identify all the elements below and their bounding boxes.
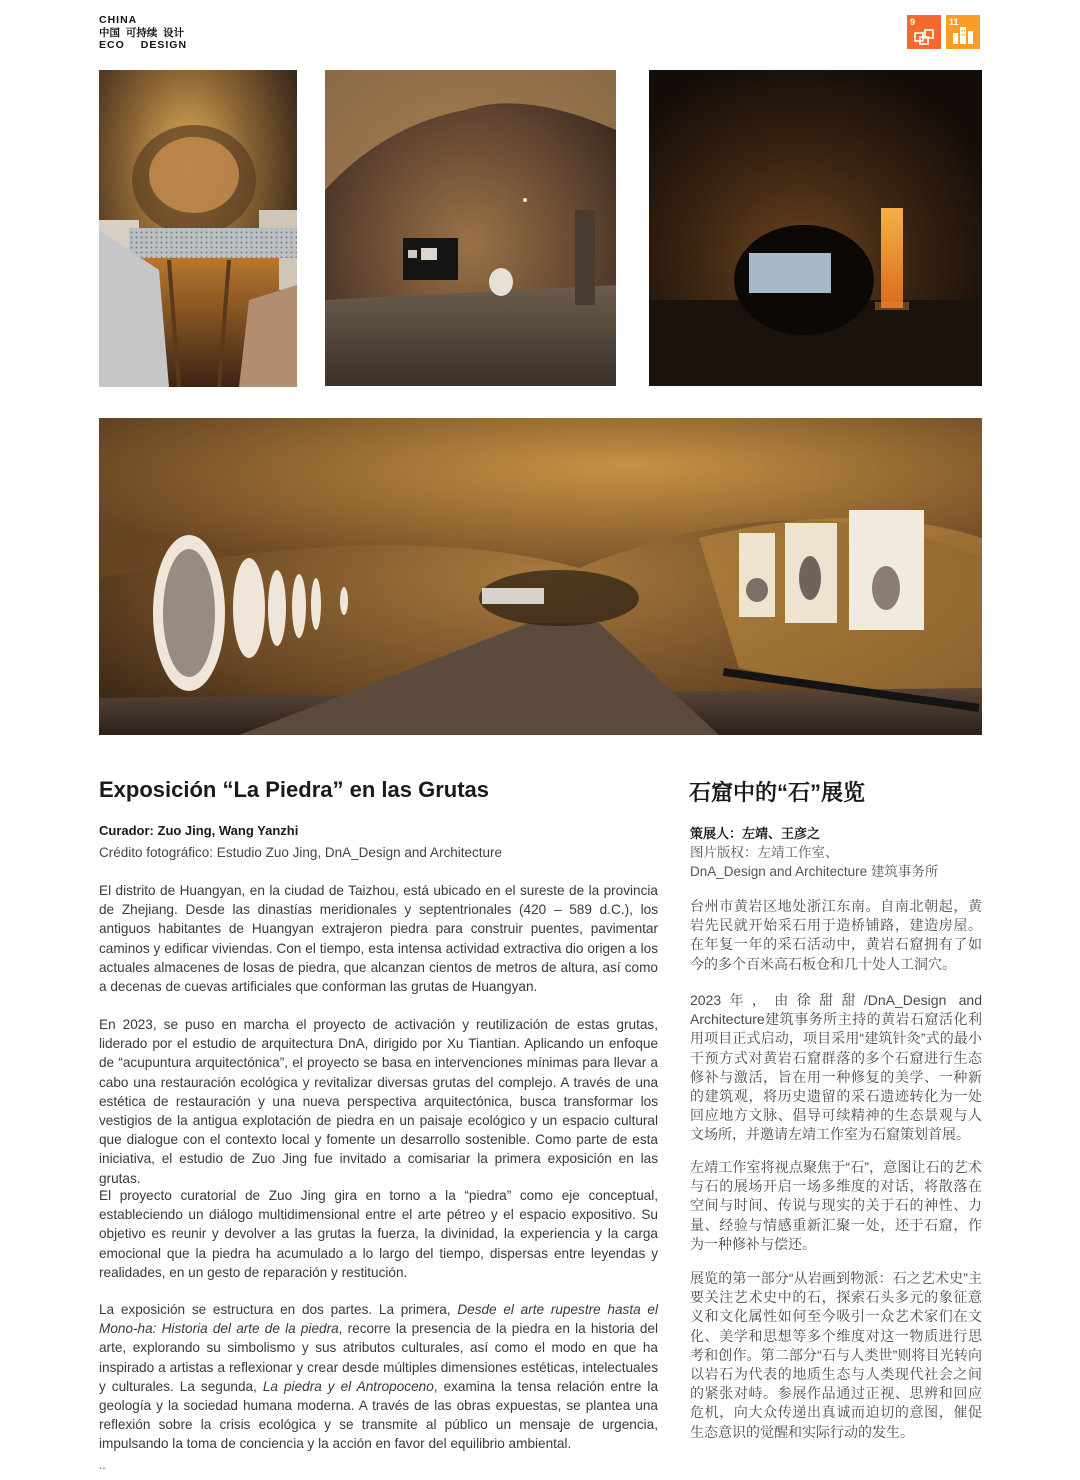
cave-hall-photo [325,70,616,386]
spanish-p4-part2-title: La piedra y el Antropoceno [262,1378,434,1394]
spanish-p4-text-c: , recorre la presencia de la piedra en la historia del arte, explorando su simbolismo y sus atributos culturales, así como el modo en que ha inspirado a artistas a reflexionar y crear desde múltiples dimensiones estéticas, intelectuales y culturales. La segunda, [99,1321,658,1394]
sdg-9-number: 9 [910,17,916,27]
logo-line-1: CHINA [99,14,138,26]
logo-design: DESIGN [140,39,188,51]
sdg-11-number: 11 [949,17,959,27]
chinese-title: 石窟中的“石”展览 [689,780,866,805]
trailing-dots: .. [99,1458,106,1472]
chinese-photo-credit [690,843,938,881]
spanish-photo-credit: Crédito fotográfico: Estudio Zuo Jing, DnA_Design and Architecture [99,845,502,860]
cave-screen-photo [649,70,982,386]
chinese-curator: 策展人：左靖、王彦之 [690,826,821,841]
spanish-p4-text-a: La exposición se estructura en dos partes. La primera, [99,1302,458,1317]
spanish-paragraph-2: En 2023, se puso en marcha el proyecto de activación y reutilización de estas grutas, liderado por el estudio de arquitectura DnA, dirigido por Xu Tiantian. Aplicando un enfoque de “acupuntura arquitectónica”, el proyecto se basa en intervenciones mínimas para llevar a cabo una restauración ecológica y revitalizar diversas grutas del complejo. A través de una estética de restauración y una nueva perspectiva arquitectónica, busca transformar los vestigios de la antigua explotación de piedra en un paisaje ecológico y un espacio cultural que dialogue con el contexto local y fomente un desarrollo sostenible. Como parte de esta iniciativa, el estudio de Zuo Jing fue invitado a comisariar la primera exposición en las grutas. [99,1017,658,1186]
spanish-paragraph-1: El distrito de Huangyan, en la ciudad de Taizhou, está ubicado en el sureste de la provincia de Zhejiang. Desde las dinastías meridionales y septentrionales (420 – 589 d.C.), los antiguos habitantes de Huangyan extrajeron piedra para construir puentes, pavimentar caminos y edificar viviendas. Con el tiempo, esta intensa actividad extractiva dio origen a los actuales almacenes de losas de piedra, que alcanzan cientos de metros de altura, así como a decenas de cuevas artificiales que conforman las grutas de Huangyan. [99,883,658,995]
logo-eco: ECO [99,39,125,51]
chinese-paragraph-1: 台州市黄岩区地处浙江东南。自南北朝起，黄岩先民就开始采石用于造桥铺路，建造房屋。在年复一年的采石活动中，黄岩石窟拥有了如今的多个百米高石板仓和几十处人工洞穴。 [690,898,982,972]
logo-line-3 [99,39,187,52]
chinese-paragraph-4: 展览的第一部分“从岩画到物派：石之艺术史”主要关注艺术史中的石，探索石头多元的象征意义和文化属性如何至今吸引一众艺术家们在文化、美学和思想等多个维度对这一物质进行思考和创作。第二部分“石与人类世”则将目光转向以岩石为代表的地质生态与人类现代社会之间的紧张对峙。参展作品通过正视、思辨和回应危机，向大众传递出真诚而迫切的意图，催促生态意识的觉醒和实际行动的发生。 [690,1270,982,1440]
chinese-paragraph-2: 2023年，由徐甜甜/DnA_Design and Architecture建筑事务所主持的黄岩石窟活化利用项目正式启动，项目采用“建筑针灸”式的最小干预方式对黄岩石窟群落的多个石窟进行生态修补与激活，旨在用一种修复的美学、一种新的建筑观，将历史遗留的采石遗迹转化为一处回应地方文脉、倡导可续精神的生态景观与人文场所，并邀请左靖工作室为石窟策划首展。 [690,992,982,1143]
chinese-paragraph-3: 左靖工作室将视点聚焦于“石”，意图让石的艺术与石的展场开启一场多维度的对话，将散落在空间与时间、传说与现实的关于石的神性、力量、经验与情感重新汇聚一处，还于石窟，作为一种修补与偿还。 [690,1159,982,1252]
chinese-credit-line-2: DnA_Design and Architecture 建筑事务所 [690,864,939,879]
sdg-9-industry-innovation-icon [907,15,941,49]
exhibition-corridor-photo [99,418,982,735]
china-eco-design-logo [99,14,187,52]
spanish-title: Exposición “La Piedra” en las Grutas [99,777,490,802]
spanish-p4-part1-title: Desde el arte rupestre hasta el Mono-ha: Historia del arte de la piedra [99,1302,658,1337]
spanish-paragraph-3: El proyecto curatorial de Zuo Jing gira en torno a la “piedra” como eje conceptual, estableciendo un diálogo multidimensional entre el arte pétreo y el espacio expositivo. Su objetivo es reunir y devolver a las grutas la fuerza, la divinidad, la experiencia y la carga emocional que la piedra ha acumulado a lo largo del tiempo, dispersas entre leyendas y realidades, en un gesto de reparación y restitución. [99,1188,658,1280]
spanish-paragraph-4 [99,1300,658,1454]
spanish-curator: Curador: Zuo Jing, Wang Yanzhi [99,823,299,838]
chinese-credit-line-1: 图片版权：左靖工作室、 [690,845,839,860]
spanish-p4-text-e: , examina la tensa relación entre la geología y la sociedad humana moderna. A través de las obras expuestas, se plantea una reflexión sobre la crisis ecológica y se transmite al público un mensaje de urgencia, impulsando la toma de conciencia y la acción en favor del equilibrio ambiental. [99,1378,659,1452]
sdg-11-sustainable-cities-icon [946,15,980,49]
logo-line-2: 中国 可持续 设计 [99,26,185,39]
cave-bridge-photo [99,70,297,387]
